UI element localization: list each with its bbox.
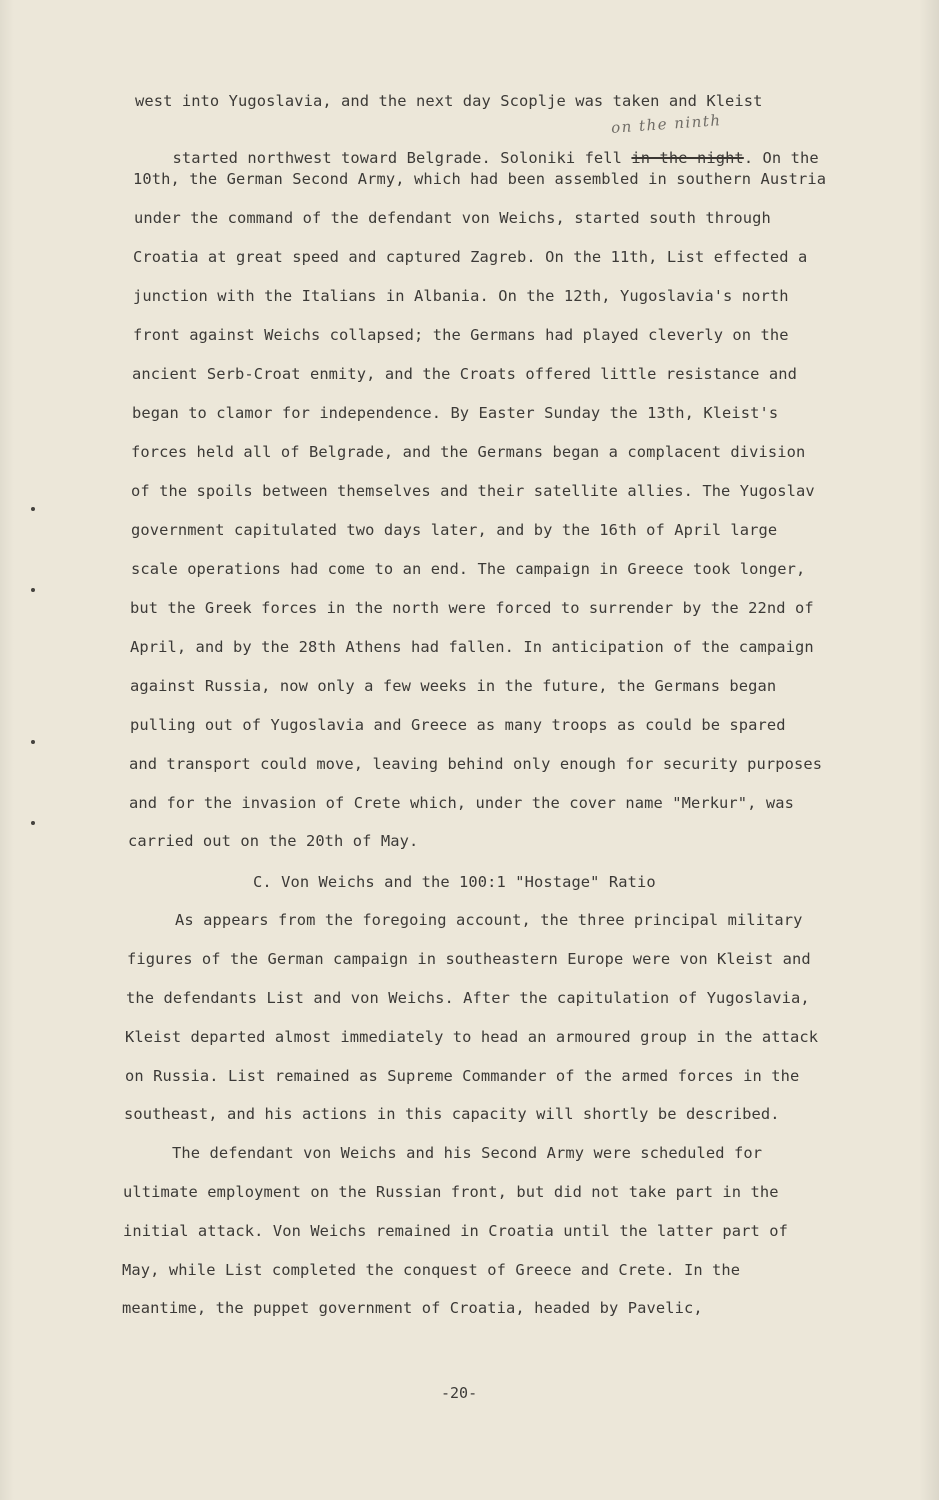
binder-hole-mark: [31, 507, 35, 511]
text-line: initial attack. Von Weichs remained in Croatia until the latter part of: [123, 1222, 788, 1240]
text-line: ultimate employment on the Russian front, but did not take part in the: [123, 1183, 779, 1201]
text-line: and for the invasion of Crete which, under the cover name "Merkur", was: [129, 794, 794, 812]
binder-hole-mark: [31, 821, 35, 825]
text-line: front against Weichs collapsed; the Germans had played cleverly on the: [133, 326, 789, 344]
text-line: junction with the Italians in Albania. On the 12th, Yugoslavia's north: [133, 287, 789, 305]
text-line: but the Greek forces in the north were forced to surrender by the 22nd of: [130, 599, 814, 617]
text-line: began to clamor for independence. By Easter Sunday the 13th, Kleist's: [132, 404, 779, 422]
page-left-shadow: [0, 0, 14, 1500]
page-right-shadow: [919, 0, 939, 1500]
text-line: government capitulated two days later, and by the 16th of April large: [131, 521, 778, 539]
handwritten-insertion: on the ninth: [610, 111, 723, 137]
text-line: forces held all of Belgrade, and the Germans began a complacent division: [131, 443, 806, 461]
text-segment: . On the: [743, 149, 819, 167]
text-line: the defendants List and von Weichs. After the capitulation of Yugoslavia,: [126, 989, 810, 1007]
text-line: meantime, the puppet government of Croatia, headed by Pavelic,: [122, 1299, 703, 1317]
binder-hole-mark: [31, 588, 35, 592]
text-line: scale operations had come to an end. The campaign in Greece took longer,: [131, 560, 806, 578]
text-line: west into Yugoslavia, and the next day Scoplje was taken and Kleist: [135, 92, 763, 110]
text-line: under the command of the defendant von Weichs, started south through: [134, 209, 771, 227]
text-line: carried out on the 20th of May.: [128, 832, 419, 850]
text-line: figures of the German campaign in southeastern Europe were von Kleist and: [127, 950, 811, 968]
text-line: pulling out of Yugoslavia and Greece as many troops as could be spared: [130, 716, 786, 734]
text-line: Kleist departed almost immediately to head an armoured group in the attack: [125, 1028, 819, 1046]
struck-out-text: in the night: [631, 149, 744, 167]
text-line: southeast, and his actions in this capacity will shortly be described.: [124, 1105, 780, 1123]
text-line: As appears from the foregoing account, the three principal military: [175, 911, 803, 929]
text-line: The defendant von Weichs and his Second Army were scheduled for: [172, 1144, 763, 1162]
text-line: ancient Serb-Croat enmity, and the Croats offered little resistance and: [132, 365, 797, 383]
text-line: and transport could move, leaving behind only enough for security purposes: [129, 755, 823, 773]
text-line: against Russia, now only a few weeks in the future, the Germans began: [130, 677, 777, 695]
text-line: of the spoils between themselves and their satellite allies. The Yugoslav: [131, 482, 815, 500]
text-line: Croatia at great speed and captured Zagreb. On the 11th, List effected a: [133, 248, 808, 266]
page-number: -20-: [441, 1384, 478, 1402]
text-line: April, and by the 28th Athens had fallen. In anticipation of the campaign: [130, 638, 814, 656]
text-line: 10th, the German Second Army, which had been assembled in southern Austria: [133, 170, 827, 188]
text-segment: started northwest toward Belgrade. Soloniki fell: [172, 149, 632, 167]
binder-hole-mark: [31, 740, 35, 744]
text-line: May, while List completed the conquest of Greece and Crete. In the: [122, 1261, 741, 1279]
section-heading: C. Von Weichs and the 100:1 "Hostage" Ratio: [253, 873, 656, 891]
text-line: on Russia. List remained as Supreme Commander of the armed forces in the: [125, 1067, 800, 1085]
